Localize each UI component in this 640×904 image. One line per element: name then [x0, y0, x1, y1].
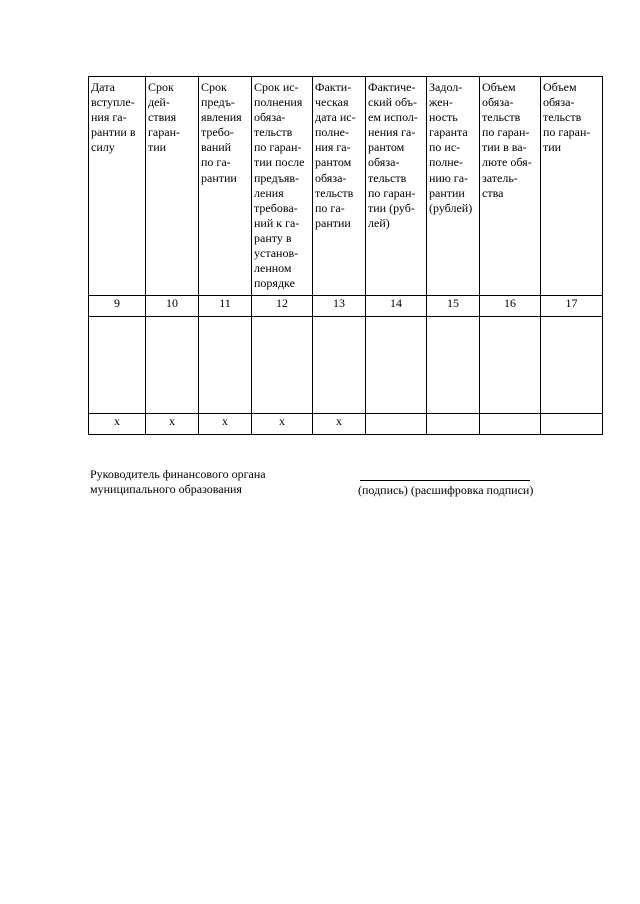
table-cell: х	[89, 414, 146, 435]
header-cell	[199, 77, 252, 296]
header-text: Дата вступле- ния га- рантии в силу	[91, 80, 136, 155]
header-text: Объем обяза- тельств по гаран- тии в ва- люте обя- затель- ства	[482, 80, 532, 200]
signatory-position-line: Руководитель финансового органа	[90, 467, 266, 481]
signature-line	[360, 480, 530, 481]
header-cell	[252, 77, 313, 296]
table-cell	[146, 317, 199, 414]
header-cell	[146, 77, 199, 296]
header-text: Объем обяза- тельств по гаран- тии	[543, 80, 591, 155]
header-cell	[480, 77, 541, 296]
header-text: Задол- жен- ность гаранта по ис- полне- нию га- рантии (рублей)	[429, 80, 473, 215]
header-cell	[89, 77, 146, 296]
column-number: 13	[313, 296, 366, 317]
column-number: 10	[146, 296, 199, 317]
column-number: 15	[427, 296, 480, 317]
column-number: 14	[366, 296, 427, 317]
header-text: Факти- ческая дата ис- полне- ния га- рантом обяза- тельств по га- рантии	[315, 80, 356, 230]
column-number: 12	[252, 296, 313, 317]
table-cell	[427, 414, 480, 435]
header-text: Срок предъ- явления требо- ваний по га- рантии	[201, 80, 242, 185]
table-cell	[480, 414, 541, 435]
data-row-empty	[89, 317, 603, 414]
column-number: 16	[480, 296, 541, 317]
table-cell	[427, 317, 480, 414]
table-cell: х	[313, 414, 366, 435]
header-cell	[366, 77, 427, 296]
total-row	[89, 414, 603, 435]
table-cell: х	[146, 414, 199, 435]
table-cell	[366, 317, 427, 414]
table-cell	[313, 317, 366, 414]
signatory-position-line: муниципального образования	[90, 482, 242, 496]
column-number: 9	[89, 296, 146, 317]
header-text: Фактиче- ский объ- ем испол- нения га- рантом обяза- тельств по гаран- тии (руб- лей)	[368, 80, 418, 230]
header-text: Срок дей- ствия гаран- тии	[148, 80, 180, 155]
table-cell: х	[199, 414, 252, 435]
column-number-row	[89, 296, 603, 317]
guarantees-table	[88, 76, 603, 435]
table-cell	[199, 317, 252, 414]
table-cell	[366, 414, 427, 435]
header-cell	[313, 77, 366, 296]
header-text: Срок ис- полнения обяза- тельств по гаран- тии после предъяв- ления требова- ний к га- ранту в установ- ленном порядке	[254, 80, 305, 291]
header-cell	[541, 77, 603, 296]
table-cell	[541, 317, 603, 414]
table-cell	[541, 414, 603, 435]
table-cell	[252, 317, 313, 414]
table-cell	[480, 317, 541, 414]
column-number: 17	[541, 296, 603, 317]
signatory-position	[90, 467, 266, 497]
header-cell	[427, 77, 480, 296]
signature-caption: (подпись) (расшифровка подписи)	[358, 483, 534, 497]
table-cell	[89, 317, 146, 414]
table-cell: х	[252, 414, 313, 435]
column-number: 11	[199, 296, 252, 317]
table-header-row	[89, 77, 603, 296]
